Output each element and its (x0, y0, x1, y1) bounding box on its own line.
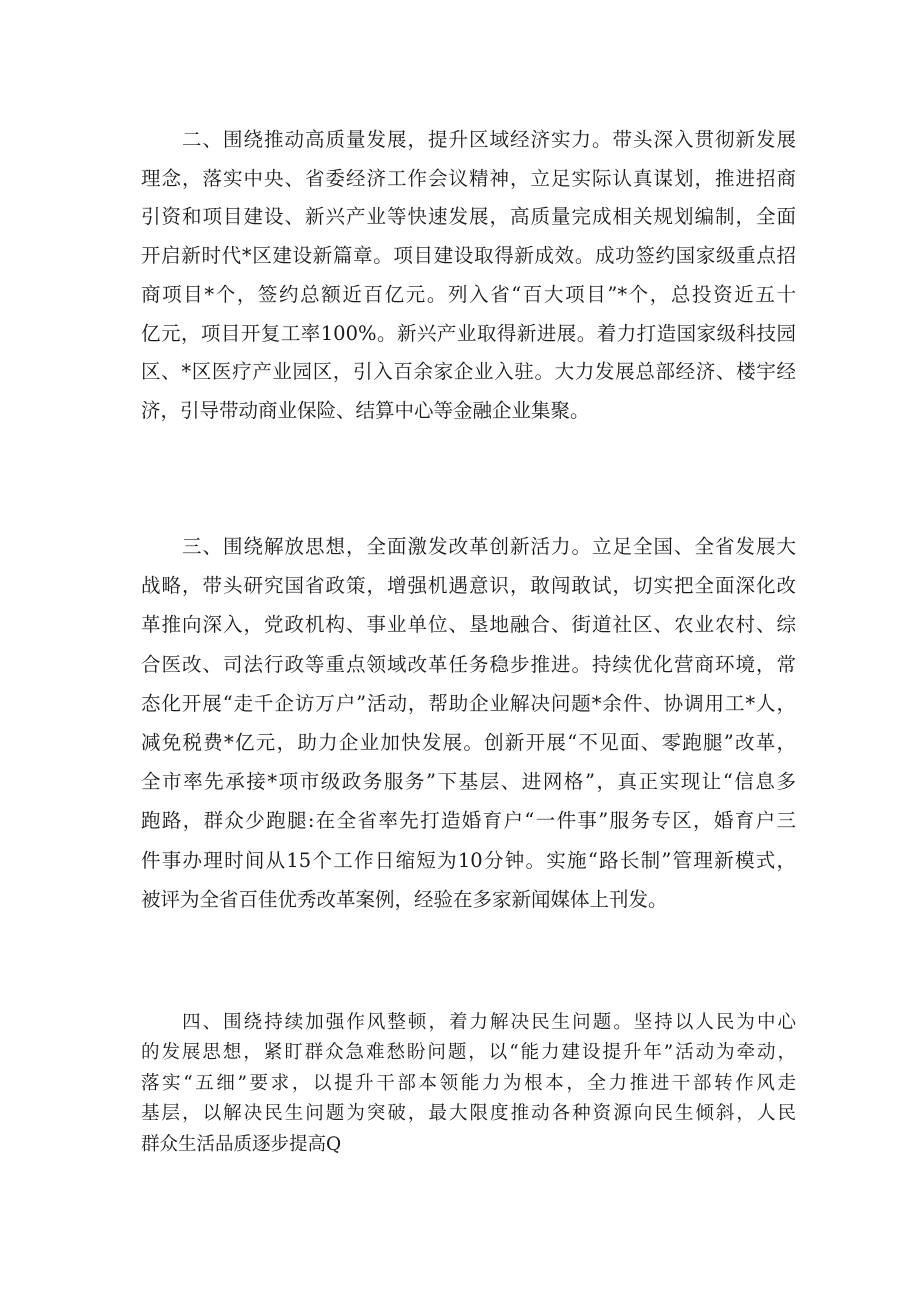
text-line: 四、围绕持续加强作风整顿，着力解决民生问题。坚持以人民为中心 (141, 1012, 796, 1033)
text-line: 件事办理时间从15个工作日缩短为10分钟。实施“路长制”管理新模式， (141, 848, 796, 872)
text-line: 二、围绕推动高质量发展，提升区域经济实力。带头深入贯彻新发展 (141, 128, 796, 151)
text-line: 三、围绕解放思想，全面激发改革创新活力。立足全国、全省发展大 (141, 535, 796, 558)
text-line: 群众生活品质逐步提高Q (141, 1133, 342, 1155)
text-line: 战略，带头研究国省政策，增强机遇意识，敢闯敢试，切实把全面深化改 (141, 574, 796, 598)
text-line: 减免税费*亿元，助力企业加快发展。创新开展“不见面、零跑腿”改革， (141, 731, 796, 755)
text-line: 理念，落实中央、省委经济工作会议精神，立足实际认真谋划，推进招商 (141, 166, 796, 190)
text-line: 基层，以解决民生问题为突破，最大限度推动各种资源向民生倾斜，人民 (141, 1103, 796, 1125)
text-line: 态化开展“走千企访万户”活动，帮助企业解决问题*余件、协调用工*人， (141, 691, 796, 715)
text-line: 济，引导带动商业保险、结算中心等金融企业集聚。 (141, 398, 590, 422)
text-line: 革推向深入，党政机构、事业单位、垦地融合、街道社区、农业农村、综 (141, 613, 796, 637)
text-line: 全市率先承接*项市级政务服务”下基层、进网格”，真正实现让“信息多 (141, 770, 796, 794)
text-line: 商项目*个，签约总额近百亿元。列入省“百大项目”*个，总投资近五十 (141, 282, 796, 306)
text-line: 区、*区医疗产业园区，引入百余家企业入驻。大力发展总部经济、楼宇经 (141, 360, 796, 384)
paragraph-section-3 (141, 527, 796, 919)
text-line: 落实“五细”要求，以提升干部本领能力为根本，全力推进干部转作风走 (141, 1072, 796, 1094)
paragraph-section-4 (141, 1008, 796, 1160)
text-line: 被评为全省百佳优秀改革案例，经验在多家新闻媒体上刊发。 (141, 887, 668, 911)
text-line: 的发展思想，紧盯群众急难愁盼问题，以“能力建设提升年”活动为牵动， (141, 1042, 796, 1064)
paragraph-section-2 (141, 121, 796, 431)
text-line: 开启新时代*区建设新篇章。项目建设取得新成效。成功签约国家级重点招 (141, 244, 796, 268)
text-line: 引资和项目建设、新兴产业等快速发展，高质量完成相关规划编制，全面 (141, 205, 796, 229)
text-line: 亿元，项目开复工率100%。新兴产业取得新进展。着力打造国家级科技园 (141, 321, 796, 345)
text-line: 跑路，群众少跑腿:在全省率先打造婚育户“一件事”服务专区，婚育户三 (141, 809, 796, 833)
text-line: 合医改、司法行政等重点领域改革任务稳步推进。持续优化营商环境，常 (141, 652, 796, 676)
